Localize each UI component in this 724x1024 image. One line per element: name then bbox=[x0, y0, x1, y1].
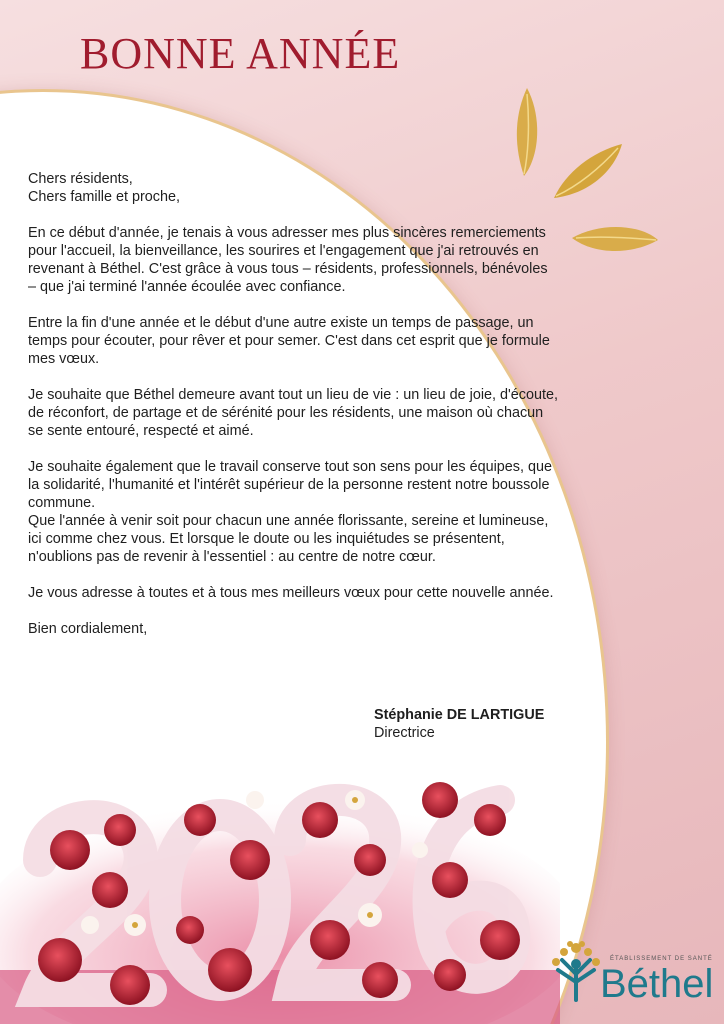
logo-subtitle: ÉTABLISSEMENT DE SANTÉ bbox=[610, 956, 713, 962]
tree-logo-icon bbox=[548, 938, 604, 1004]
greeting-line: Chers résidents, bbox=[28, 171, 133, 187]
letter-paragraph: Je souhaite également que le travail conserve tout son sens pour les équipes, que la solidarité, l'humanité et l'intérêt supérieur de la personne restent notre boussole commune. bbox=[28, 459, 552, 511]
signature bbox=[374, 706, 544, 742]
floral-illustration bbox=[0, 740, 560, 1024]
letter-body bbox=[28, 170, 558, 656]
bethel-logo bbox=[548, 938, 718, 1008]
letter-paragraph: Entre la fin d'une année et le début d'une autre existe un temps de passage, un temps pour écouter, pour rêver et pour semer. C'est dans cet esprit que je formule mes vœux. bbox=[28, 315, 550, 367]
letter-paragraph: Je souhaite que Béthel demeure avant tout un lieu de vie : un lieu de joie, d'écoute, de réconfort, de partage et de sérénité pour les résidents, une maison où chacun se sente entouré, respecté et aimé. bbox=[28, 387, 558, 439]
letter-paragraph: Je vous adresse à toutes et à tous mes meilleurs vœux pour cette nouvelle année. bbox=[28, 585, 554, 601]
page-title: BONNE ANNÉE bbox=[80, 29, 401, 78]
greeting-line: Chers famille et proche, bbox=[28, 189, 180, 205]
gold-leaf-icon bbox=[512, 86, 542, 178]
closing-line: Bien cordialement, bbox=[28, 621, 148, 637]
logo-name: Béthel bbox=[600, 962, 714, 1006]
gold-leaf-icon bbox=[552, 142, 624, 200]
letter-paragraph: Que l'année à venir soit pour chacun une année florissante, sereine et lumineuse, ici comme chez vous. Et lorsque le doute ou les inquiétudes se présentent, n'oublions pas de revenir à l'essentiel : au centre de notre cœur. bbox=[28, 513, 549, 565]
signature-role: Directrice bbox=[374, 725, 435, 741]
gold-leaf-icon bbox=[570, 222, 660, 256]
signature-name: Stéphanie DE LARTIGUE bbox=[374, 707, 545, 723]
letter-paragraph: En ce début d'année, je tenais à vous adresser mes plus sincères remerciements pour l'accueil, la bienveillance, les sourires et l'engagement que j'ai retrouvés en revenant à Béthel. C'est grâce à vous tous – résidents, professionnels, bénévoles – que j'ai terminé l'année écoulée avec confiance. bbox=[28, 225, 548, 295]
